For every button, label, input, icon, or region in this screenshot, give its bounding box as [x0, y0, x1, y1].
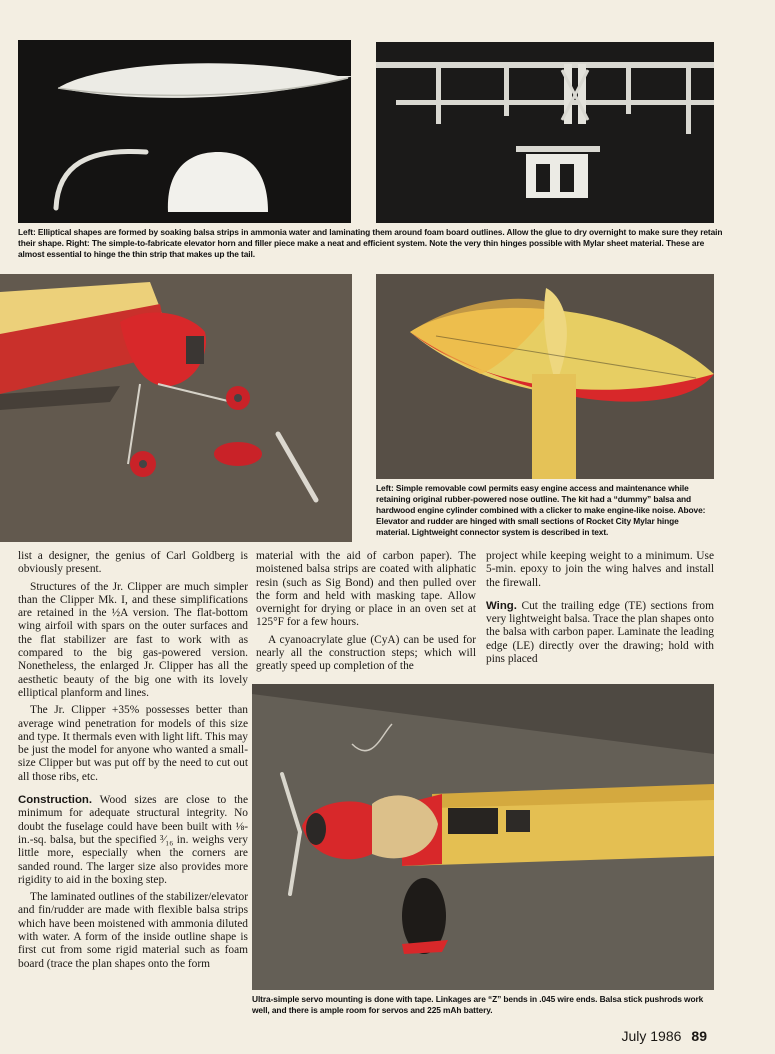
paragraph: Structures of the Jr. Clipper are much simpler than the Clipper Mk. I, and these simplifications are retained in the ½A version. The flat-bottom wing airfoil with spars on the outer surfaces and the flat stabilizer are fast to work with as compared to the big gas-powered version. Nonetheless, the enlarged Jr. Clipper has all the aesthetic beauty of the big one with its lovely elliptical planform and lines.: [18, 580, 248, 699]
paragraph-text: Cut the trailing edge (TE) sections from very lightweight balsa. Trace the plan shapes onto the balsa with carbon paper. Laminate the leading edge (LE) directly over the drawing; hold with pins placed: [486, 599, 714, 666]
caption-bottom: Ultra-simple servo mounting is done with tape. Linkages are “Z” bends in .045 wire ends. Balsa stick pushrods work well, and there is ample room for servos and 225 mAh battery.: [252, 994, 704, 1015]
paragraph: material with the aid of carbon paper). The moistened balsa strips are coated with aliphatic resin (such as Sig Bond) and then pulled over the form and held with masking tape. Allow overnight for drying or place in an oven set at 125°F for a few hours.: [256, 550, 476, 629]
subheading-wing: Wing.: [486, 599, 517, 612]
article-column-2: [256, 550, 476, 678]
page-footer: [621, 1028, 707, 1044]
paragraph-text: Wood sizes are close to the minimum for adequate structural integrity. No doubt the fuselage could have been built with ⅛-in.-sq. balsa, but the specified ³⁄₁₆ in. weighs very little more, especially when the corners are sanded round. The larger size also provides more rigidity to aid in the boxing step.: [18, 794, 248, 886]
photo-elliptical-shapes: [18, 40, 351, 223]
issue-date: July 1986: [621, 1028, 682, 1044]
construction-paragraph: [18, 794, 248, 887]
photo-elevator-rudder: [376, 274, 714, 479]
paragraph: The Jr. Clipper +35% possesses better than average wind penetration for models of this size and type. It thermals even with light lift. This may be just the model for anyone who wanted a small-size Clipper but was put off by the need to cut out all those ribs, etc.: [18, 704, 248, 783]
photo-tail-structure: [376, 42, 714, 223]
photo-fuselage-landing-gear: [0, 274, 352, 542]
wing-paragraph: [486, 600, 714, 666]
paragraph: project while keeping weight to a minimum. Use 5-min. epoxy to join the wing halves and install the firewall.: [486, 550, 714, 589]
article-column-3: [486, 550, 714, 670]
article-column-1: [18, 550, 248, 975]
paragraph: list a designer, the genius of Carl Goldberg is obviously present.: [18, 550, 248, 576]
page-number: 89: [691, 1028, 707, 1044]
paragraph: A cyanoacrylate glue (CyA) can be used for nearly all the construction steps; which will greatly speed up completion of the: [256, 633, 476, 673]
paragraph: The laminated outlines of the stabilizer/elevator and fin/rudder are made with flexible balsa strips which have been moistened with ammonia diluted with water. A form of the inside outline shape is first cut from some rigid material such as foam board (trace the plan shapes onto the form: [18, 891, 248, 970]
caption-middle: Left: Simple removable cowl permits easy engine access and maintenance while retaining original rubber-powered nose outline. The kit had a “dummy” balsa and hardwood engine cylinder combined with a clicker to make engine-like noise. Above: Elevator and rudder are hinged with small sections of Rocket City Mylar hinge material. Lightweight connector system is described in text.: [376, 483, 706, 537]
subheading-construction: Construction.: [18, 794, 93, 807]
photo-servo-mounting: [252, 684, 714, 990]
caption-top: Left: Elliptical shapes are formed by soaking balsa strips in ammonia water and laminating them around foam board outlines. Allow the glue to dry overnight to make sure they retain their shape. Right: The simple-to-fabricate elevator horn and filler piece make a neat and efficient system. Note the very thin hinges possible with Mylar sheet material. These are almost essential to hinge the thin strip that makes up the tail.: [18, 227, 723, 259]
